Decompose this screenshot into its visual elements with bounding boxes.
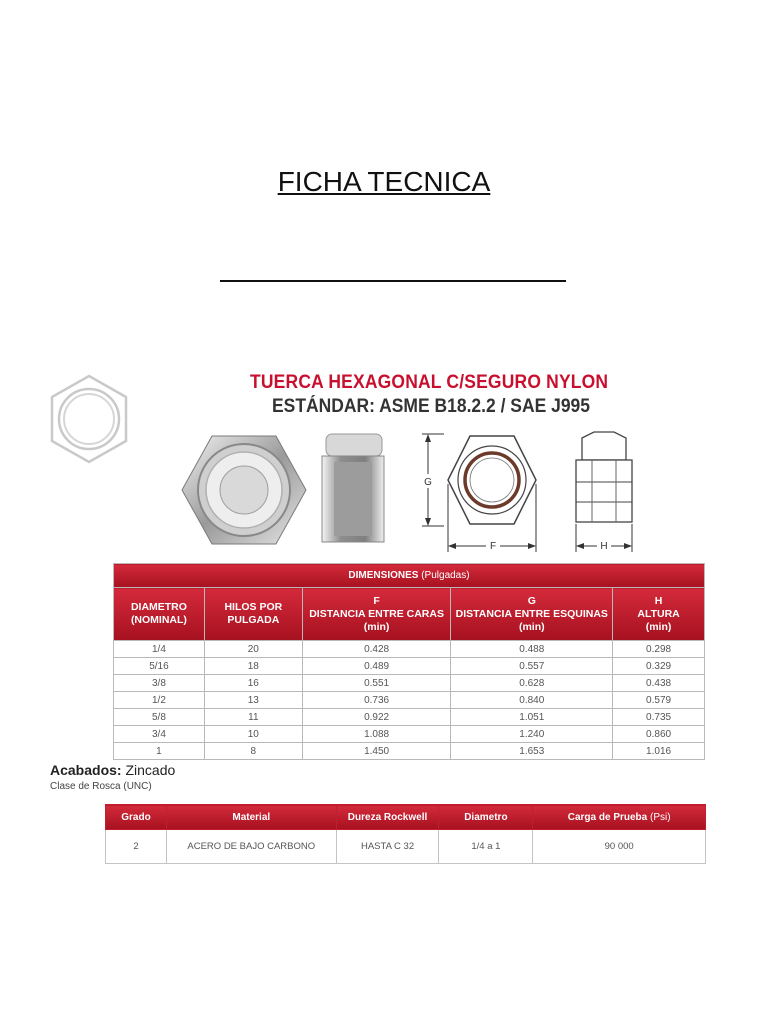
dimensions-cell: 1.240 <box>451 726 613 743</box>
finish-label: Acabados: <box>50 762 122 778</box>
dimensions-cell: 0.840 <box>451 692 613 709</box>
dimensions-row <box>114 658 705 675</box>
material-cell-carga: 90 000 <box>533 830 706 864</box>
dimensions-cell: 8 <box>204 743 302 760</box>
hex-nut-outline-drawing <box>48 374 130 464</box>
dimensions-cell: 20 <box>204 641 302 658</box>
dimensions-cell: 11 <box>204 709 302 726</box>
dimensions-cell: 3/4 <box>114 726 205 743</box>
material-header-grado: Grado <box>106 805 167 830</box>
dimensions-row <box>114 743 705 760</box>
dimensions-row <box>114 641 705 658</box>
thread-class-line: Clase de Rosca (UNC) <box>50 781 152 792</box>
product-standard: ESTÁNDAR: ASME B18.2.2 / SAE J995 <box>272 396 590 417</box>
dimensions-cell: 5/16 <box>114 658 205 675</box>
dimensions-header-4: H ALTURA (min) <box>613 588 705 641</box>
dimensions-cell: 0.329 <box>613 658 705 675</box>
material-row <box>106 830 706 864</box>
dimensions-row <box>114 709 705 726</box>
dimensions-table-title: DIMENSIONES (Pulgadas) <box>114 564 705 588</box>
dimensions-row <box>114 692 705 709</box>
finish-value: Zincado <box>125 762 176 778</box>
dimensions-table <box>113 563 705 760</box>
dimensions-cell: 0.488 <box>451 641 613 658</box>
dimensions-cell: 0.579 <box>613 692 705 709</box>
dimensions-cell: 0.735 <box>613 709 705 726</box>
material-header-material: Material <box>166 805 336 830</box>
dimensions-cell: 13 <box>204 692 302 709</box>
material-header-carga: Carga de Prueba (Psi) <box>533 805 706 830</box>
dimensions-cell: 1.088 <box>302 726 451 743</box>
dimensions-cell: 1/2 <box>114 692 205 709</box>
dimensions-header-2: F DISTANCIA ENTRE CARAS (min) <box>302 588 451 641</box>
material-table <box>105 804 706 864</box>
dimension-label-g: G <box>424 477 432 488</box>
product-title: TUERCA HEXAGONAL C/SEGURO NYLON <box>250 372 609 393</box>
nut-drawing-front-dimensions <box>414 430 554 554</box>
dimensions-header-1: HILOS POR PULGADA <box>204 588 302 641</box>
material-cell-material: ACERO DE BAJO CARBONO <box>166 830 336 864</box>
dimensions-cell: 0.628 <box>451 675 613 692</box>
dimensions-cell: 1.653 <box>451 743 613 760</box>
dimensions-cell: 10 <box>204 726 302 743</box>
nut-photo-side <box>320 432 386 546</box>
dimensions-cell: 0.736 <box>302 692 451 709</box>
material-cell-grado: 2 <box>106 830 167 864</box>
dimensions-cell: 0.860 <box>613 726 705 743</box>
dimensions-cell: 0.438 <box>613 675 705 692</box>
dimensions-header-0: DIAMETRO (NOMINAL) <box>114 588 205 641</box>
title-underline-rule <box>220 280 566 282</box>
dimensions-row <box>114 726 705 743</box>
dimensions-cell: 1.016 <box>613 743 705 760</box>
dimensions-cell: 1 <box>114 743 205 760</box>
dimension-label-f: F <box>489 541 497 552</box>
dimensions-cell: 0.298 <box>613 641 705 658</box>
dimensions-cell: 16 <box>204 675 302 692</box>
dimensions-cell: 1/4 <box>114 641 205 658</box>
dimensions-cell: 0.428 <box>302 641 451 658</box>
dimensions-cell: 0.922 <box>302 709 451 726</box>
dimensions-cell: 3/8 <box>114 675 205 692</box>
dimensions-cell: 0.551 <box>302 675 451 692</box>
nut-drawing-side-dimensions <box>570 430 636 554</box>
dimensions-header-3: G DISTANCIA ENTRE ESQUINAS (min) <box>451 588 613 641</box>
finish-line <box>50 762 175 778</box>
nut-photo-front <box>180 433 308 547</box>
dimensions-cell: 1.051 <box>451 709 613 726</box>
material-cell-diametro: 1/4 a 1 <box>439 830 533 864</box>
material-header-dureza: Dureza Rockwell <box>336 805 439 830</box>
dimensions-cell: 5/8 <box>114 709 205 726</box>
material-cell-dureza: HASTA C 32 <box>336 830 439 864</box>
dimensions-row <box>114 675 705 692</box>
material-header-diametro: Diametro <box>439 805 533 830</box>
dimensions-cell: 1.450 <box>302 743 451 760</box>
dimensions-cell: 0.489 <box>302 658 451 675</box>
dimensions-cell: 0.557 <box>451 658 613 675</box>
dimensions-cell: 18 <box>204 658 302 675</box>
page-title: FICHA TECNICA <box>277 166 491 197</box>
dimension-label-h: H <box>600 541 608 552</box>
